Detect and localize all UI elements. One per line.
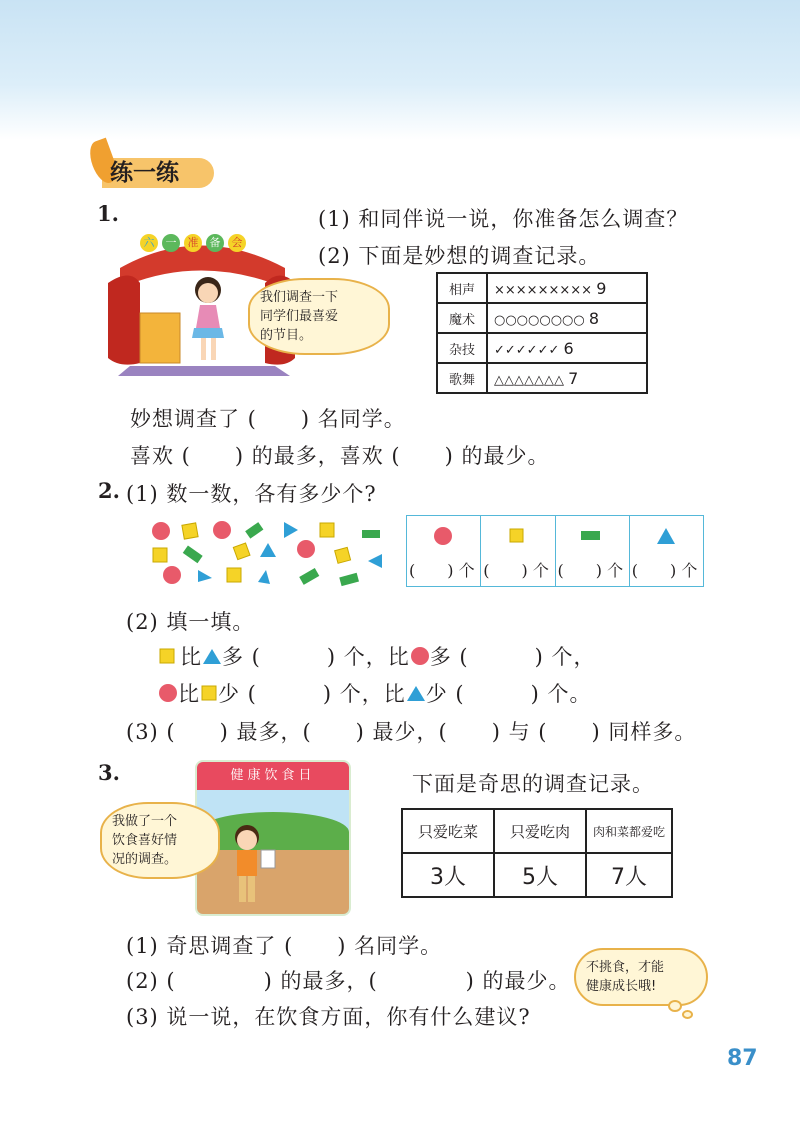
tally-count: 8 xyxy=(588,308,600,328)
table-row xyxy=(437,333,647,363)
page-number: 87 xyxy=(727,1046,758,1071)
q2-sub3: (3) ( ) 最多，( ) 最少，( ) 与 ( ) 同样多。 xyxy=(126,720,697,744)
survey-table-q1 xyxy=(436,272,648,394)
answer-blank[interactable]: ( ) 个 xyxy=(557,561,624,580)
triangle-icon xyxy=(406,684,426,702)
fill-text: 多 ( ) 个， xyxy=(429,645,596,669)
speech-line: 饮食喜好情 xyxy=(112,833,178,848)
row-label: 歌舞 xyxy=(437,363,487,393)
answer-cell-square xyxy=(481,516,555,586)
q2-sub1: (1) 数一数，各有多少个? xyxy=(126,482,377,506)
fill-text: 少 ( ) 个，比 xyxy=(218,682,406,706)
q3-number: 3. xyxy=(98,760,120,785)
table-value-row xyxy=(402,853,672,897)
shape-rect xyxy=(245,522,263,539)
q1-sub1: (1) 和同伴说一说，你准备怎么调查？ xyxy=(318,207,689,231)
tally-marks: ✓✓✓✓✓✓ xyxy=(494,342,560,358)
value-cell: 5人 xyxy=(494,853,586,897)
banner-char: 一 xyxy=(162,234,180,252)
value-cell: 3人 xyxy=(402,853,494,897)
banner-char: 六 xyxy=(140,234,158,252)
speech-line: 同学们最喜爱 xyxy=(260,309,339,324)
q3-intro: 下面是奇思的调查记录。 xyxy=(412,772,654,796)
answer-blank[interactable]: ( ) 个 xyxy=(483,561,549,580)
sign-text: 健康饮食日 xyxy=(230,768,316,783)
answer-blank[interactable]: ( ) 个 xyxy=(631,561,698,580)
triangle-icon xyxy=(656,526,676,546)
stage-banner xyxy=(140,234,246,252)
speech-line: 的节目。 xyxy=(260,328,313,343)
shape-square xyxy=(227,568,241,582)
shape-square xyxy=(233,543,250,560)
shape-triangle xyxy=(260,543,276,557)
answer-blank[interactable]: ( ) 个 xyxy=(409,561,475,580)
row-marks xyxy=(487,363,647,393)
q2-sub2: (2) 填一填。 xyxy=(126,610,255,634)
circle-icon xyxy=(410,646,430,666)
header-cell: 只爱吃菜 xyxy=(402,809,494,853)
table-row xyxy=(437,303,647,333)
q1-sub2: (2) 下面是妙想的调查记录。 xyxy=(318,244,601,268)
shape-square xyxy=(153,548,167,562)
value-cell: 7人 xyxy=(586,853,672,897)
q2-fill-line1 xyxy=(158,641,596,671)
answer-cell-triangle xyxy=(630,516,703,586)
shape-circle xyxy=(152,522,170,540)
q2-number: 2. xyxy=(98,478,120,503)
header-cell: 只爱吃肉 xyxy=(494,809,586,853)
answer-cell-circle xyxy=(407,516,481,586)
shape-triangle xyxy=(368,554,382,568)
shape-rect xyxy=(299,568,319,585)
shape-circle xyxy=(213,521,231,539)
q1-number: 1. xyxy=(97,201,119,226)
shape-square xyxy=(182,523,198,539)
shape-triangle xyxy=(284,522,298,538)
square-icon xyxy=(509,528,525,544)
row-label: 魔术 xyxy=(437,303,487,333)
square-icon xyxy=(200,684,218,702)
tip-line: 不挑食，才能 xyxy=(586,960,665,975)
banner-char: 准 xyxy=(184,234,202,252)
table-row xyxy=(437,363,647,393)
shape-rect xyxy=(339,573,359,586)
shape-square xyxy=(320,523,334,537)
top-banner xyxy=(0,0,800,140)
q1-question-a: 妙想调查了 ( ) 名同学。 xyxy=(130,407,406,431)
table-header-row xyxy=(402,809,672,853)
q1-question-b: 喜欢 ( ) 的最多，喜欢 ( ) 的最少。 xyxy=(130,444,550,468)
shape-circle xyxy=(163,566,181,584)
rect-icon xyxy=(580,530,602,542)
tip-line: 健康成长哦! xyxy=(586,979,657,994)
answer-cell-rect xyxy=(556,516,630,586)
row-marks xyxy=(487,303,647,333)
fill-text: 比 xyxy=(178,682,200,706)
tip-bubble xyxy=(574,948,708,1006)
row-marks xyxy=(487,273,647,303)
tip-bubble-dot xyxy=(668,1000,682,1012)
row-label: 相声 xyxy=(437,273,487,303)
fill-text: 比 xyxy=(180,645,202,669)
speech-bubble-q1 xyxy=(248,278,390,355)
fill-text: 少 ( ) 个。 xyxy=(425,682,592,706)
circle-icon xyxy=(433,526,453,546)
tally-count: 9 xyxy=(596,278,607,298)
q3-sub3: (3) 说一说，在饮食方面，你有什么建议? xyxy=(126,1005,531,1029)
speech-line: 况的调查。 xyxy=(112,852,178,867)
square-icon xyxy=(158,647,176,665)
speech-line: 我们调查一下 xyxy=(260,290,339,305)
fill-text: 多 ( ) 个，比 xyxy=(222,645,410,669)
tally-marks: △△△△△△△ xyxy=(494,372,564,388)
tally-marks: ××××××××× xyxy=(494,282,593,298)
tally-marks: ○○○○○○○○ xyxy=(494,312,585,328)
shape-rect xyxy=(362,530,380,538)
tally-count: 7 xyxy=(568,368,579,388)
boy-figure xyxy=(217,822,287,912)
shapes-cluster xyxy=(140,512,390,592)
shape-rect xyxy=(183,546,203,564)
banner-char: 会 xyxy=(228,234,246,252)
row-label: 杂技 xyxy=(437,333,487,363)
count-answer-box xyxy=(406,515,704,587)
shape-triangle xyxy=(198,570,212,582)
table-row xyxy=(437,273,647,303)
header-cell: 肉和菜都爱吃 xyxy=(586,809,672,853)
triangle-icon xyxy=(202,647,222,665)
diet-table xyxy=(401,808,673,898)
q3-sub2: (2) ( ) 的最多，( ) 的最少。 xyxy=(126,969,571,993)
shape-square xyxy=(335,547,351,563)
circle-icon xyxy=(158,683,178,703)
q2-fill-line2 xyxy=(158,678,592,708)
practice-title-badge xyxy=(92,140,217,190)
tally-count: 6 xyxy=(563,338,574,358)
shape-triangle xyxy=(258,570,270,584)
tip-bubble-dot xyxy=(682,1010,693,1019)
q3-sub1: (1) 奇思调查了 ( ) 名同学。 xyxy=(126,934,443,958)
row-marks xyxy=(487,333,647,363)
speech-bubble-q3 xyxy=(100,802,220,879)
health-sign xyxy=(197,762,349,790)
speech-line: 我做了一个 xyxy=(112,814,178,829)
practice-title: 练一练 xyxy=(110,160,179,186)
shape-circle xyxy=(297,540,315,558)
banner-char: 备 xyxy=(206,234,224,252)
